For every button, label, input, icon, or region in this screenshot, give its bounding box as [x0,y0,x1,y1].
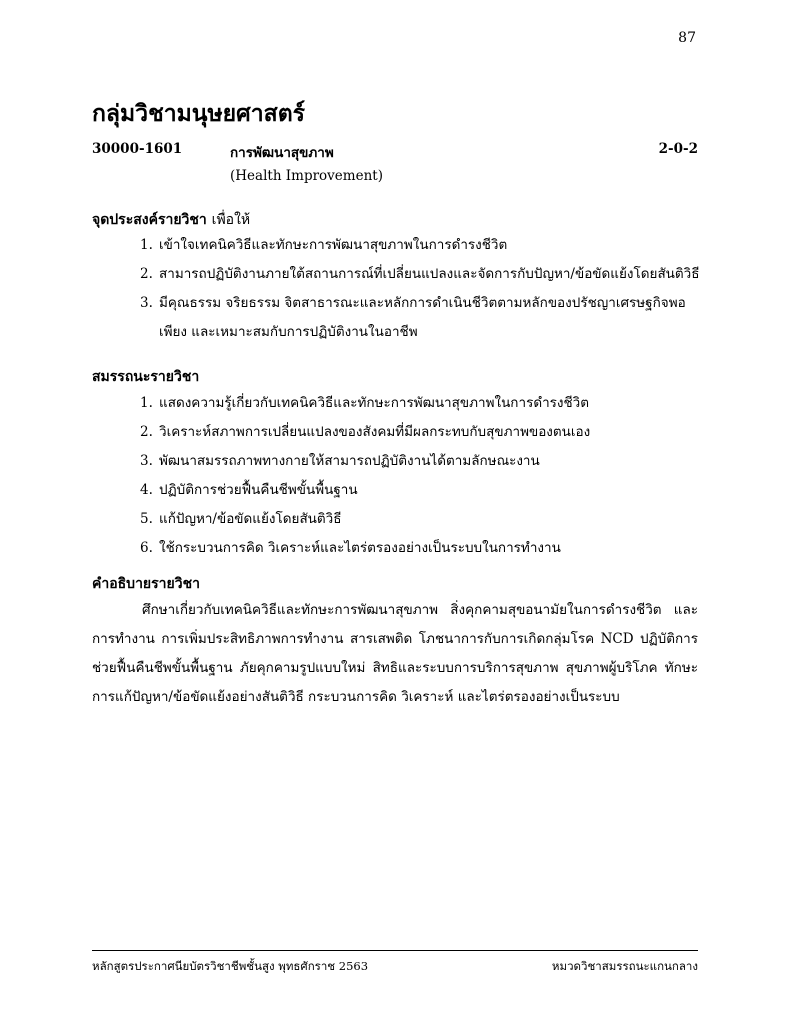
competency-text: ใช้กระบวนการคิด วิเคราะห์และไตร่ตรองอย่างเป็นระบบในการทำงาน [159,540,561,556]
course-name-en: (Health Improvement) [230,168,383,184]
footer-divider [92,950,698,951]
competency-number: 3. [140,453,153,469]
description-paragraph: ศึกษาเกี่ยวกับเทคนิควิธีและทักษะการพัฒนาสุขภาพ สิ่งคุกคามสุขอนามัยในการดำรงชีวิต และการทำงาน การเพิ่มประสิทธิภาพการทำงาน สารเสพติด โภชนาการกับการเกิดกลุ่มโรค NCD ปฏิบัติการช่วยฟื้นคืนชีพขั้นพื้นฐาน ภัยคุกคามรูปแบบใหม่ สิทธิและระบบการบริการสุขภาพ สุขภาพผู้บริโภค ทักษะการแก้ปัญหา/ข้อขัดแย้งอย่างสันติวิธี กระบวนการคิด วิเคราะห์ และไตร่ตรองอย่างเป็นระบบ [92,602,698,705]
objective-text: มีคุณธรรม จริยธรรม จิตสาธารณะและหลักการดำเนินชีวิตตามหลักของปรัชญาเศรษฐกิจพอเพียง และเหมาะสมกับการปฏิบัติงานในอาชีพ [159,295,686,340]
objective-number: 2. [140,266,153,282]
course-header [92,141,698,161]
objective-text: เข้าใจเทคนิควิธีและทักษะการพัฒนาสุขภาพในการดำรงชีวิต [159,237,508,253]
course-credits: 2-0-2 [658,141,698,157]
group-heading: กลุ่มวิชามนุษยศาสตร์ [92,100,305,127]
objectives-heading [92,209,250,231]
competency-text: แสดงความรู้เกี่ยวกับเทคนิควิธีและทักษะการพัฒนาสุขภาพในการดำรงชีวิต [159,395,590,411]
competency-text: พัฒนาสมรรถภาพทางกายให้สามารถปฏิบัติงานได้ตามลักษณะงาน [159,453,540,469]
competency-item [140,505,700,534]
competency-number: 6. [140,540,153,556]
competency-item [140,418,700,447]
footer-curriculum: หลักสูตรประกาศนียบัตรวิชาชีพชั้นสูง พุทธศักราช 2563 [92,959,369,973]
objectives-heading-label: จุดประสงค์รายวิชา [92,212,207,228]
course-name-th: การพัฒนาสุขภาพ [230,145,334,161]
objective-number: 1. [140,237,153,253]
competency-item [140,447,700,476]
objectives-heading-suffix: เพื่อให้ [211,212,251,228]
competency-text: ปฏิบัติการช่วยฟื้นคืนชีพขั้นพื้นฐาน [159,482,358,498]
objective-item [140,231,700,260]
competency-number: 5. [140,511,153,527]
objective-item [140,260,700,289]
competency-item [140,534,700,563]
course-code: 30000-1601 [92,141,183,157]
competencies-heading: สมรรถนะรายวิชา [92,369,200,385]
competency-text: แก้ปัญหา/ข้อขัดแย้งโดยสันติวิธี [159,511,342,527]
objectives-list [140,231,700,347]
competency-item [140,389,700,418]
competency-item [140,476,700,505]
competencies-list [140,389,700,563]
competency-number: 1. [140,395,153,411]
objective-number: 3. [140,295,153,311]
description-heading: คำอธิบายรายวิชา [92,576,200,592]
competency-text: วิเคราะห์สภาพการเปลี่ยนแปลงของสังคมที่มีผลกระทบกับสุขภาพของตนเอง [159,424,591,440]
objective-text: สามารถปฏิบัติงานภายใต้สถานการณ์ที่เปลี่ยนแปลงและจัดการกับปัญหา/ข้อขัดแย้งโดยสันติวิธี [159,266,700,282]
competency-number: 2. [140,424,153,440]
footer-category: หมวดวิชาสมรรถนะแกนกลาง [551,959,698,973]
page-number: 87 [678,30,696,46]
objective-item [140,289,700,347]
competency-number: 4. [140,482,153,498]
